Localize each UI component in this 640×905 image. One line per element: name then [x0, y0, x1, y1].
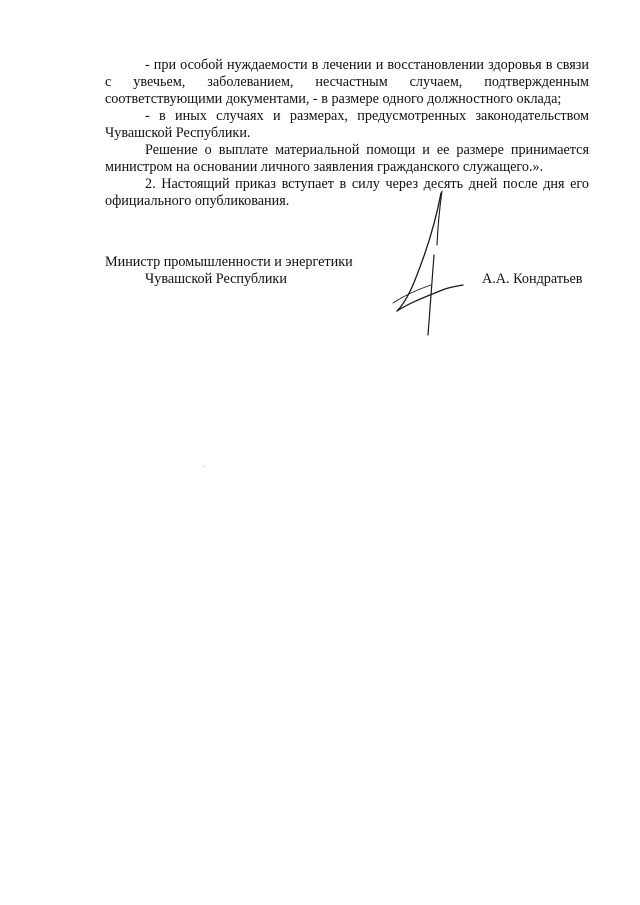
signatory-name: А.А. Кондратьев [482, 271, 583, 287]
paragraph-effective-date: 2. Настоящий приказ вступает в силу через десять дней после дня его официального опубликования. [105, 176, 589, 209]
signatory-position-line1: Министр промышленности и энергетики [105, 254, 353, 270]
signatory-position-line2: Чувашской Республики [145, 271, 287, 287]
paragraph-other-cases: - в иных случаях и размерах, предусмотренных законодательством Чувашской Республики. [105, 108, 589, 141]
paragraph-special-need: - при особой нуждаемости в лечении и восстановлении здоровья в связи с увечьем, заболеванием, несчастным случаем, подтвержденным соответствующими документами, - в размере одного должностного оклада; [105, 57, 589, 107]
handwritten-signature [385, 185, 465, 345]
scan-speck [204, 466, 205, 467]
paragraph-decision: Решение о выплате материальной помощи и ее размере принимается министром на основании личного заявления гражданского служащего.». [105, 142, 589, 175]
